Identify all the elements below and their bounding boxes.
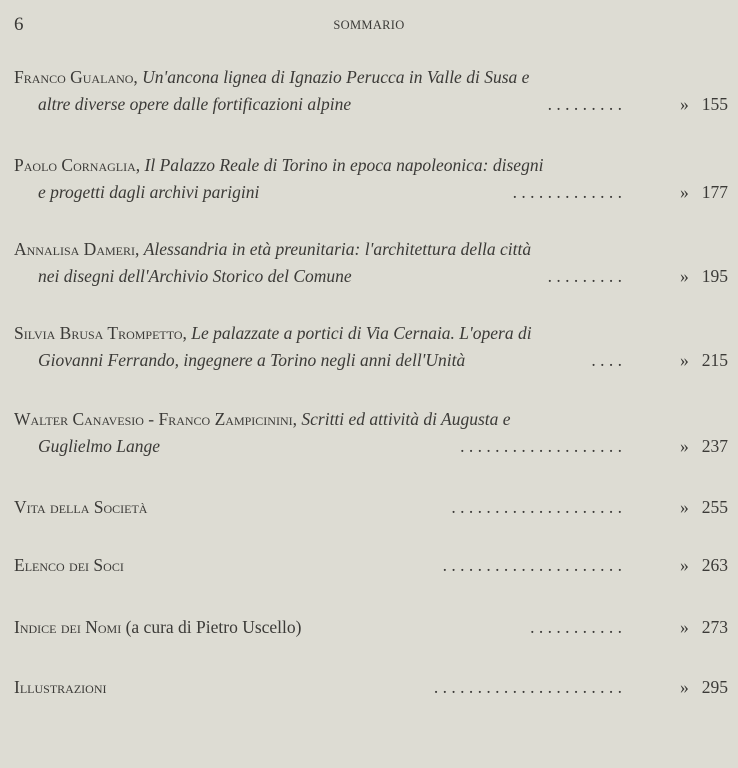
toc-entry-line1 (14, 320, 732, 347)
comma: , (292, 409, 302, 429)
toc-title-cont: Giovanni Ferrando, ingegnere a Torino negli anni dell'Unità (38, 350, 466, 370)
guillemet-marker: » (680, 617, 689, 637)
toc-entry-line1 (14, 614, 732, 641)
guillemet-marker: » (680, 436, 689, 456)
comma: , (134, 239, 144, 259)
guillemet-marker: » (680, 182, 689, 202)
toc-entry-line1 (14, 552, 732, 579)
toc-entry-line1 (14, 406, 732, 433)
toc-author: Walter Canavesio - Franco Zampicinini (14, 409, 293, 429)
toc-entry (14, 674, 732, 701)
running-head: SOMMARIO (333, 18, 405, 32)
toc-entry-line2 (14, 91, 732, 118)
toc-title: Alessandria in età preunitaria: l'architettura della città (143, 239, 532, 259)
guillemet-marker: » (680, 497, 689, 517)
page-number: 6 (14, 14, 24, 35)
toc-page-number[interactable]: 295 (701, 677, 728, 697)
toc-section-label: Elenco dei Soci (14, 555, 124, 575)
toc-section-label: Illustrazioni (14, 677, 107, 697)
guillemet-marker: » (680, 677, 689, 697)
toc-entry-line2 (14, 347, 732, 374)
dot-leader: . . . . . . . . . . . . . . . . . . . . . (442, 555, 622, 575)
toc-section-editor: (a cura di Pietro Uscello) (125, 617, 302, 637)
toc-entry (14, 406, 732, 460)
guillemet-marker: » (680, 94, 689, 114)
toc-entry-line2 (14, 263, 732, 290)
toc-title: Le palazzate a portici di Via Cernaia. L'opera di (191, 323, 532, 343)
toc-title-cont: altre diverse opere dalle fortificazioni alpine (38, 94, 352, 114)
toc-title: Un'ancona lignea di Ignazio Perucca in Valle di Susa e (142, 67, 530, 87)
toc-page-number[interactable]: 255 (701, 497, 728, 517)
toc-entry-line1 (14, 152, 732, 179)
toc-title: Il Palazzo Reale di Torino in epoca napoleonica: disegni (144, 155, 544, 175)
toc-page-number[interactable]: 195 (701, 266, 728, 286)
toc-author: Franco Gualano (14, 67, 134, 87)
toc-entry (14, 236, 732, 290)
toc-entry (14, 64, 732, 118)
dot-leader: . . . . . . . . . . . . . . . . . . . . . . (433, 677, 622, 697)
toc-entry-line1 (14, 494, 732, 521)
toc-author: Silvia Brusa Trompetto (14, 323, 183, 343)
toc-section-label: Vita della Società (14, 497, 148, 517)
toc-title-cont: e progetti dagli archivi parigini (38, 182, 260, 202)
toc-section-label: Indice dei Nomi (14, 617, 122, 637)
guillemet-marker: » (680, 555, 689, 575)
dot-leader: . . . . . . . . . (547, 266, 622, 286)
dot-leader: . . . . . . . . . . . (530, 617, 622, 637)
toc-page-number[interactable]: 177 (701, 182, 728, 202)
toc-title-cont: nei disegni dell'Archivio Storico del Comune (38, 266, 352, 286)
toc-title-cont: Guglielmo Lange (38, 436, 161, 456)
guillemet-marker: » (680, 266, 689, 286)
toc-entry-line1 (14, 674, 732, 701)
toc-entry (14, 552, 732, 579)
toc-author: Paolo Cornaglia (14, 155, 136, 175)
comma: , (135, 155, 145, 175)
toc-page-number[interactable]: 237 (701, 436, 728, 456)
toc-page-number[interactable]: 155 (701, 94, 728, 114)
toc-author: Annalisa Dameri (14, 239, 135, 259)
toc-entry-line1 (14, 64, 732, 91)
dot-leader: . . . . . . . . . (547, 94, 622, 114)
toc-page-number[interactable]: 263 (701, 555, 728, 575)
toc-entry (14, 494, 732, 521)
dot-leader: . . . . . . . . . . . . . (512, 182, 622, 202)
toc-entry-line2 (14, 433, 732, 460)
dot-leader: . . . . . . . . . . . . . . . . . . . . (451, 497, 622, 517)
comma: , (182, 323, 192, 343)
toc-entry (14, 320, 732, 374)
toc-page-number[interactable]: 273 (701, 617, 728, 637)
toc-entry (14, 152, 732, 206)
dot-leader: . . . . (591, 350, 622, 370)
toc-entry-line1 (14, 236, 732, 263)
toc-entry (14, 614, 732, 641)
toc-page-number[interactable]: 215 (701, 350, 728, 370)
comma: , (133, 67, 143, 87)
toc-entry-line2 (14, 179, 732, 206)
dot-leader: . . . . . . . . . . . . . . . . . . . (460, 436, 622, 456)
guillemet-marker: » (680, 350, 689, 370)
toc-title: Scritti ed attività di Augusta e (301, 409, 511, 429)
